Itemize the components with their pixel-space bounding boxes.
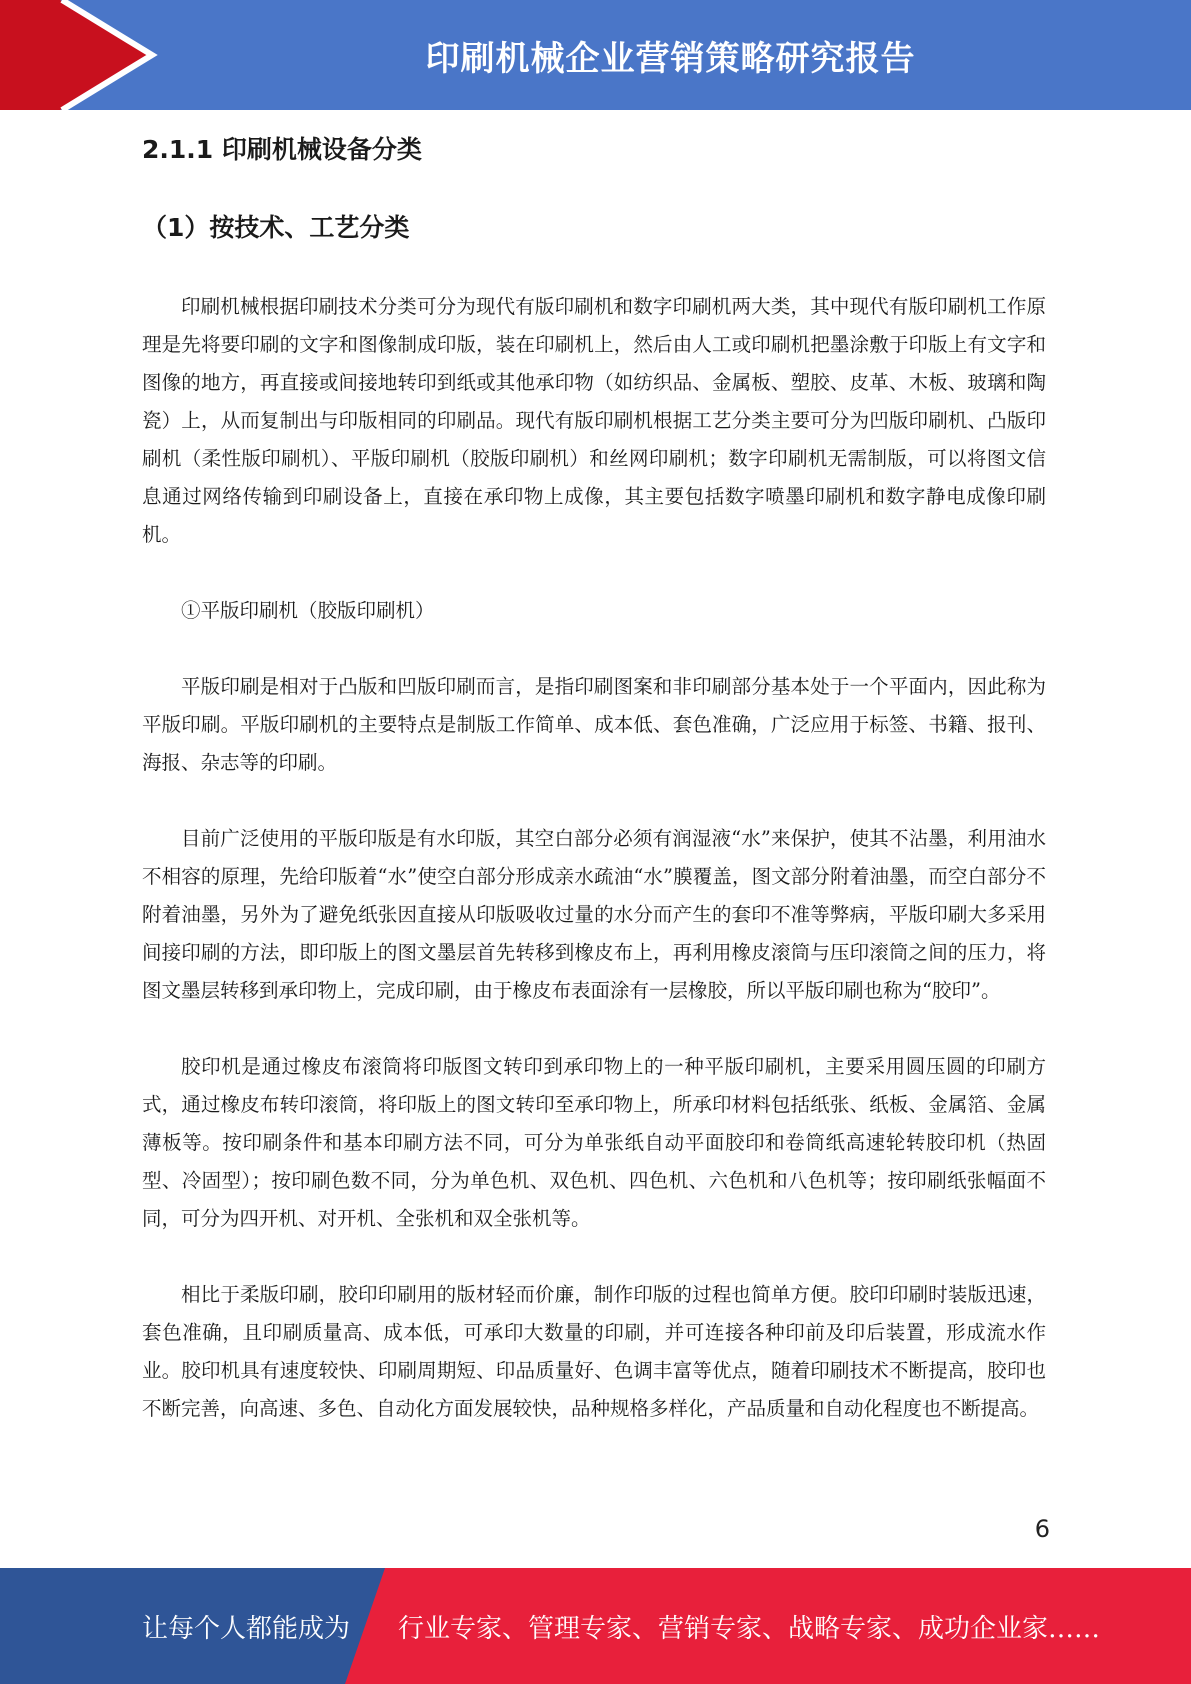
paragraph-1: 印刷机械根据印刷技术分类可分为现代有版印刷机和数字印刷机两大类，其中现代有版印刷机工作原理是先将要印刷的文字和图像制成印版，装在印刷机上，然后由人工或印刷机把墨涂敷于印版上有文字和图像的地方，再直接或间接地转印到纸或其他承印物（如纺织品、金属板、塑胶、皮革、木板、玻璃和陶瓷）上，从而复制出与印版相同的印刷品。现代有版印刷机根据工艺分类主要可分为凹版印刷机、凸版印刷机（柔性版印刷机）、平版印刷机（胶版印刷机）和丝网印刷机；数字印刷机无需制版，可以将图文信息通过网络传输到印刷设备上，直接在承印物上成像，其主要包括数字喷墨印刷机和数字静电成像印刷机。 [142, 295, 1046, 546]
page-number: 6 [1034, 1515, 1050, 1543]
paragraph-4: 胶印机是通过橡皮布滚筒将印版图文转印到承印物上的一种平版印刷机，主要采用圆压圆的印刷方式，通过橡皮布转印滚筒，将印版上的图文转印至承印物上，所承印材料包括纸张、纸板、金属箔、金属薄板等。按印刷条件和基本印刷方法不同，可分为单张纸自动平面胶印和卷筒纸高速轮转胶印机（热固型、冷固型）；按印刷色数不同，分为单色机、双色机、四色机、六色机和八色机等；按印刷纸张幅面不同，可分为四开机、对开机、全张机和双全张机等。 [142, 1055, 1046, 1230]
section-heading: 2.1.1 印刷机械设备分类 [142, 135, 422, 164]
paragraph-2: 平版印刷是相对于凸版和凹版印刷而言，是指印刷图案和非印刷部分基本处于一个平面内，因此称为平版印刷。平版印刷机的主要特点是制版工作简单、成本低、套色准确，广泛应用于标签、书籍、报刊、海报、杂志等的印刷。 [142, 675, 1046, 774]
paragraph-3: 目前广泛使用的平版印版是有水印版，其空白部分必须有润湿液“水”来保护，使其不沾墨，利用油水不相容的原理，先给印版着“水”使空白部分形成亲水疏油“水”膜覆盖，图文部分附着油墨，而空白部分不附着油墨，另外为了避免纸张因直接从印版吸收过量的水分而产生的套印不准等弊病，平版印刷大多采用间接印刷的方法，即印版上的图文墨层首先转移到橡皮布上，再利用橡皮滚筒与压印滚筒之间的压力，将图文墨层转移到承印物上，完成印刷，由于橡皮布表面涂有一层橡胶，所以平版印刷也称为“胶印”。 [142, 827, 1046, 1002]
page-content [142, 125, 1046, 1428]
paragraph-5: 相比于柔版印刷，胶印印刷用的版材轻而价廉，制作印版的过程也简单方便。胶印印刷时装版迅速，套色准确，且印刷质量高、成本低，可承印大数量的印刷，并可连接各种印前及印后装置，形成流水作业。胶印机具有速度较快、印刷周期短、印品质量好、色调丰富等优点，随着印刷技术不断提高，胶印也不断完善，向高速、多色、自动化方面发展较快，品种规格多样化，产品质量和自动化程度也不断提高。 [142, 1283, 1046, 1420]
report-title: 印刷机械企业营销策略研究报告 [425, 38, 916, 79]
sub-heading: （1）按技术、工艺分类 [142, 213, 410, 242]
item-title: ①平版印刷机（胶版印刷机） [181, 599, 435, 622]
footer-slogan-left: 让每个人都能成为 [142, 1613, 351, 1644]
footer-slogan-right: 行业专家、管理专家、营销专家、战略专家、成功企业家…… [398, 1613, 1101, 1644]
page-footer [0, 1568, 1191, 1684]
page-header [0, 0, 1191, 110]
